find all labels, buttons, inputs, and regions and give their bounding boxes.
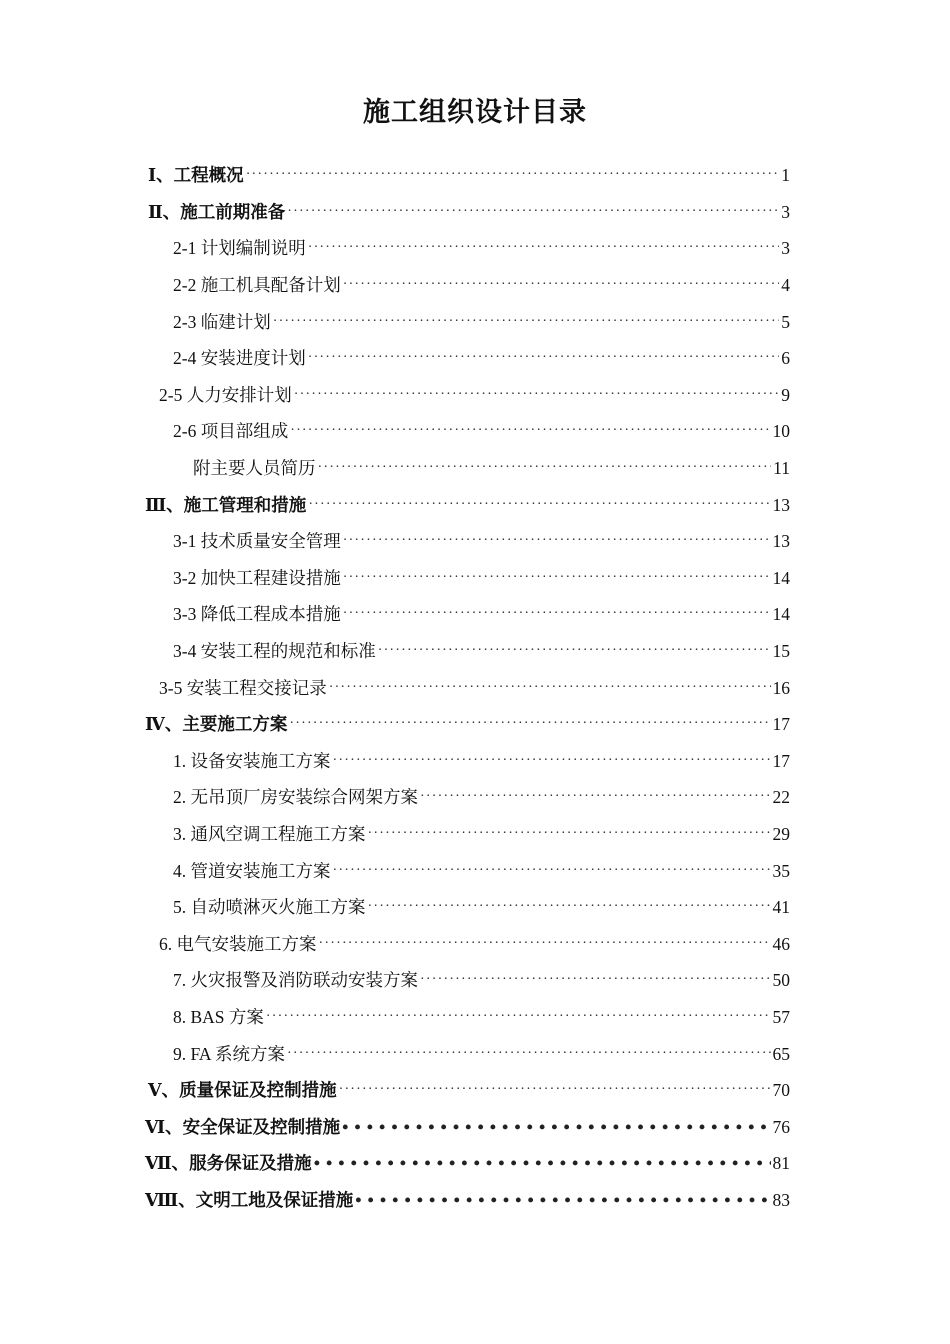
toc-entry-label: Ⅶ、服务保证及措施 [145, 1153, 312, 1174]
toc-dot-leader [342, 1115, 770, 1139]
toc-entry-label: Ⅲ、施工管理和措施 [145, 494, 307, 515]
toc-entry-page-number: 29 [772, 823, 790, 844]
toc-entry[interactable] [0, 523, 950, 560]
toc-dot-leader [289, 712, 770, 736]
toc-dot-leader [343, 566, 771, 590]
toc-entry[interactable] [0, 999, 950, 1036]
toc-entry-label: 2-6 项目部组成 [173, 421, 289, 442]
toc-entry-page-number: 81 [772, 1153, 790, 1174]
toc-entry[interactable] [0, 1108, 950, 1145]
toc-dot-leader [318, 456, 772, 480]
toc-dot-leader [319, 932, 771, 956]
toc-entry-page-number: 22 [772, 787, 790, 808]
toc-entry-label: 3-4 安装工程的规范和标准 [173, 641, 376, 662]
toc-entry-label: Ⅱ、施工前期准备 [148, 201, 286, 222]
toc-entry[interactable] [0, 1035, 950, 1072]
toc-entry-page-number: 17 [772, 714, 790, 735]
toc-entry-label: 3-5 安装工程交接记录 [159, 677, 327, 698]
toc-dot-leader [329, 676, 771, 700]
toc-entry-page-number: 57 [772, 1006, 790, 1027]
toc-entry-page-number: 5 [781, 311, 790, 332]
toc-entry-page-number: 35 [772, 860, 790, 881]
toc-entry-label: 8. BAS 方案 [173, 1006, 264, 1027]
toc-entry[interactable] [0, 340, 950, 377]
toc-entry-label: Ⅷ、文明工地及保证措施 [145, 1189, 354, 1210]
toc-entry-page-number: 11 [773, 458, 790, 479]
toc-entry[interactable] [0, 779, 950, 816]
toc-entry-page-number: 14 [772, 567, 790, 588]
toc-entry-page-number: 16 [772, 677, 790, 698]
toc-entry-page-number: 6 [781, 348, 790, 369]
toc-entry[interactable] [0, 743, 950, 780]
toc-dot-leader [333, 749, 771, 773]
toc-entry-label: 2-1 计划编制说明 [173, 238, 306, 259]
toc-entry-label: Ⅴ、质量保证及控制措施 [148, 1080, 337, 1101]
table-of-contents [0, 157, 950, 1218]
toc-dot-leader [314, 1151, 771, 1175]
toc-entry[interactable] [0, 889, 950, 926]
toc-entry-label: 2-3 临建计划 [173, 311, 271, 332]
toc-dot-leader [368, 822, 771, 846]
toc-entry[interactable] [0, 633, 950, 670]
toc-dot-leader [420, 785, 771, 809]
toc-entry[interactable] [0, 852, 950, 889]
toc-entry-label: Ⅳ、主要施工方案 [145, 714, 288, 735]
toc-entry-label: 5. 自动喷淋灭火施工方案 [173, 897, 366, 918]
toc-entry[interactable] [0, 450, 950, 487]
toc-entry-label: 3-2 加快工程建设措施 [173, 567, 341, 588]
toc-entry[interactable] [0, 267, 950, 304]
toc-dot-leader [368, 895, 771, 919]
toc-dot-leader [290, 419, 770, 443]
toc-entry[interactable] [0, 596, 950, 633]
toc-entry-label: 2. 无吊顶厂房安装综合网架方案 [173, 787, 418, 808]
toc-dot-leader [420, 968, 771, 992]
toc-entry-page-number: 9 [781, 384, 790, 405]
toc-entry-page-number: 3 [781, 238, 790, 259]
toc-entry-page-number: 1 [781, 165, 790, 186]
toc-entry[interactable] [0, 377, 950, 414]
toc-entry-label: Ⅵ、安全保证及控制措施 [145, 1116, 341, 1137]
toc-entry[interactable] [0, 669, 950, 706]
toc-dot-leader [246, 163, 780, 187]
toc-entry[interactable] [0, 230, 950, 267]
toc-entry[interactable] [0, 816, 950, 853]
toc-entry-label: 1. 设备安装施工方案 [173, 750, 331, 771]
toc-entry-page-number: 50 [772, 970, 790, 991]
toc-entry-page-number: 70 [772, 1080, 790, 1101]
toc-entry[interactable] [0, 194, 950, 231]
toc-entry-label: 3-1 技术质量安全管理 [173, 531, 341, 552]
toc-entry-label: 附主要人员简历 [193, 458, 316, 479]
toc-entry-page-number: 17 [772, 750, 790, 771]
toc-dot-leader [308, 236, 780, 260]
toc-entry-page-number: 14 [772, 604, 790, 625]
toc-entry-label: 6. 电气安装施工方案 [159, 933, 317, 954]
toc-entry-page-number: 41 [772, 897, 790, 918]
toc-dot-leader [378, 639, 771, 663]
toc-dot-leader [343, 529, 771, 553]
toc-dot-leader [333, 859, 771, 883]
toc-entry-label: 4. 管道安装施工方案 [173, 860, 331, 881]
toc-entry-label: 2-5 人力安排计划 [159, 384, 292, 405]
toc-dot-leader [343, 602, 771, 626]
toc-entry-page-number: 65 [772, 1043, 790, 1064]
toc-entry-page-number: 10 [772, 421, 790, 442]
toc-entry-label: 9. FA 系统方案 [173, 1043, 285, 1064]
toc-entry[interactable] [0, 1182, 950, 1219]
toc-entry[interactable] [0, 925, 950, 962]
toc-entry-label: 7. 火灾报警及消防联动安装方案 [173, 970, 418, 991]
toc-dot-leader [343, 273, 780, 297]
toc-entry[interactable] [0, 303, 950, 340]
toc-entry[interactable] [0, 157, 950, 194]
toc-entry[interactable] [0, 486, 950, 523]
toc-entry-label: 3-3 降低工程成本措施 [173, 604, 341, 625]
toc-entry[interactable] [0, 560, 950, 597]
toc-entry-page-number: 46 [772, 933, 790, 954]
toc-dot-leader [287, 1042, 771, 1066]
toc-entry-page-number: 3 [781, 201, 790, 222]
toc-entry[interactable] [0, 1072, 950, 1109]
toc-dot-leader [308, 493, 770, 517]
toc-entry[interactable] [0, 1145, 950, 1182]
toc-entry-label: 2-4 安装进度计划 [173, 348, 306, 369]
toc-entry-page-number: 13 [772, 494, 790, 515]
toc-dot-leader [308, 346, 780, 370]
toc-entry[interactable] [0, 706, 950, 743]
page-title: 施工组织设计目录 [363, 97, 587, 127]
toc-entry[interactable] [0, 962, 950, 999]
toc-entry-page-number: 15 [772, 641, 790, 662]
toc-entry[interactable] [0, 413, 950, 450]
toc-entry-label: 2-2 施工机具配备计划 [173, 275, 341, 296]
toc-entry-page-number: 13 [772, 531, 790, 552]
toc-entry-label: 3. 通风空调工程施工方案 [173, 823, 366, 844]
toc-dot-leader [294, 383, 780, 407]
toc-dot-leader [266, 1005, 771, 1029]
toc-dot-leader [273, 310, 780, 334]
toc-entry-label: Ⅰ、工程概况 [148, 165, 244, 186]
toc-entry-page-number: 4 [781, 275, 790, 296]
toc-dot-leader [355, 1188, 770, 1212]
toc-dot-leader [287, 200, 779, 224]
toc-entry-page-number: 76 [772, 1116, 790, 1137]
toc-dot-leader [339, 1078, 771, 1102]
toc-entry-page-number: 83 [772, 1189, 790, 1210]
